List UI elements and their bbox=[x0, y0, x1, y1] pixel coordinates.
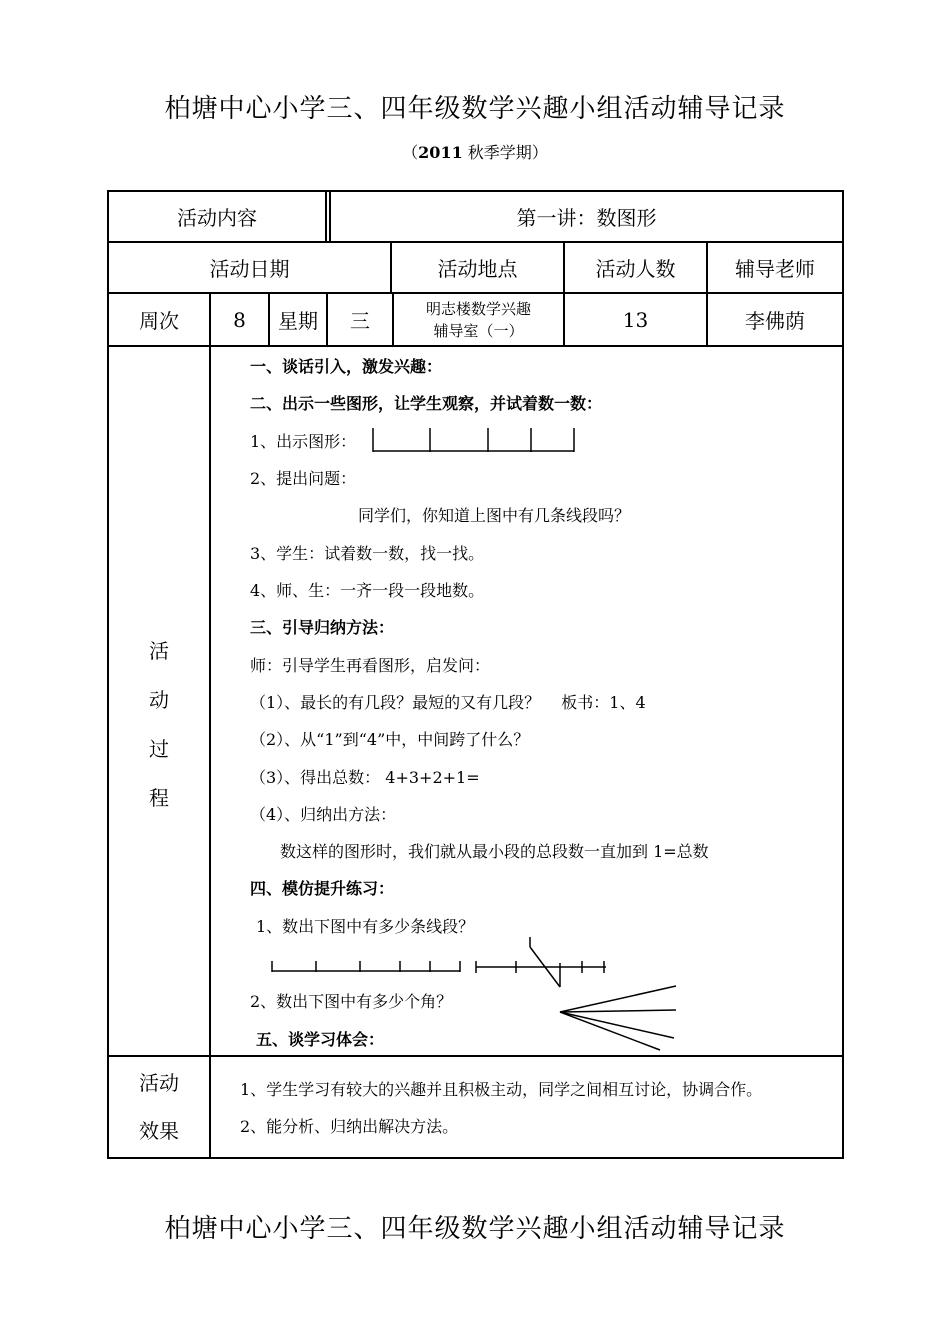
term-year: 2011 bbox=[418, 143, 463, 162]
effect-line-1: 1、学生学习有较大的兴趣并且积极主动，同学之间相互讨论，协调合作。 bbox=[240, 1080, 763, 1099]
table-border-bottom bbox=[107, 1157, 844, 1159]
place-header: 活动地点 bbox=[437, 257, 518, 281]
segment-figure bbox=[368, 426, 578, 456]
week-value: 8 bbox=[233, 307, 246, 332]
angle-figure bbox=[556, 982, 680, 1054]
content-label: 活动内容 bbox=[177, 206, 257, 230]
exercise-2-text: 2、数出下图中有多少个角？ bbox=[250, 992, 453, 1011]
table-border-right bbox=[842, 190, 844, 1159]
effect-line-2: 2、能分析、归纳出解决方法。 bbox=[240, 1117, 459, 1136]
place-line-1: 明志楼数学兴趣 bbox=[425, 299, 531, 318]
process-label-char: 动 bbox=[149, 688, 169, 712]
process-label-char: 程 bbox=[149, 786, 169, 810]
process-label-char: 活 bbox=[149, 639, 169, 663]
weekday-label: 星期 bbox=[278, 309, 318, 333]
row-divider bbox=[107, 345, 844, 347]
place-value bbox=[394, 294, 563, 345]
teacher-header: 辅导老师 bbox=[735, 257, 815, 281]
question-item-3: （3）、得出总数： 4+3+2+1= bbox=[250, 768, 480, 787]
teacher-prompt: 师：引导学生再看图形，启发问： bbox=[250, 656, 491, 675]
section-5-heading: 五、谈学习体会： bbox=[256, 1030, 385, 1049]
step-4-text: 4、师、生：一齐一段一段地数。 bbox=[250, 581, 485, 600]
step-1-text: 1、出示图形： bbox=[250, 432, 357, 451]
effect-label-line: 活动 bbox=[139, 1071, 179, 1095]
effect-label bbox=[109, 1057, 209, 1157]
date-header: 活动日期 bbox=[209, 257, 290, 281]
question-item-1: （1）、最长的有几段？最短的又有几段？ 板书：1、4 bbox=[250, 693, 646, 712]
section-2-heading: 二、出示一些图形，让学生观察，并试着数一数： bbox=[250, 394, 603, 413]
count-header: 活动人数 bbox=[595, 257, 676, 281]
count-value: 13 bbox=[622, 307, 649, 332]
exercise-1-text: 1、数出下图中有多少条线段？ bbox=[256, 917, 475, 936]
process-label bbox=[109, 630, 209, 820]
section-3-heading: 三、引导归纳方法： bbox=[250, 618, 395, 637]
col-divider bbox=[325, 190, 327, 243]
section-4-heading: 四、模仿提升练习： bbox=[250, 879, 395, 898]
question-text: 同学们，你知道上图中有几条线段吗？ bbox=[358, 506, 631, 525]
process-label-char: 过 bbox=[149, 737, 169, 761]
week-label: 周次 bbox=[139, 309, 179, 333]
step-2-text: 2、提出问题： bbox=[250, 469, 357, 488]
method-summary: 数这样的图形时，我们就从最小段的总段数一直加到 1=总数 bbox=[280, 842, 709, 861]
footer-page-title: 柏塘中心小学三、四年级数学兴趣小组活动辅导记录 bbox=[164, 1214, 786, 1244]
effect-label-line: 效果 bbox=[139, 1119, 179, 1143]
place-line-2: 辅导室（一） bbox=[433, 321, 524, 340]
section-1-heading: 一、谈话引入，激发兴趣： bbox=[250, 357, 443, 376]
weekday-value: 三 bbox=[350, 309, 370, 333]
term-name: 秋季学期 bbox=[467, 143, 532, 162]
step-3-text: 3、学生：试着数一数，找一找。 bbox=[250, 544, 485, 563]
content-value: 第一讲：数图形 bbox=[516, 206, 657, 230]
teacher-value: 李佛荫 bbox=[745, 309, 805, 333]
question-item-4: （4）、归纳出方法： bbox=[250, 805, 397, 824]
question-item-2: （2）、从“1”到“4”中，中间跨了什么？ bbox=[250, 730, 530, 749]
term-subtitle: （2011 秋季学期） bbox=[402, 143, 548, 162]
col-divider bbox=[209, 292, 211, 1159]
page-title: 柏塘中心小学三、四年级数学兴趣小组活动辅导记录 bbox=[164, 94, 786, 124]
row-divider bbox=[107, 1055, 844, 1057]
